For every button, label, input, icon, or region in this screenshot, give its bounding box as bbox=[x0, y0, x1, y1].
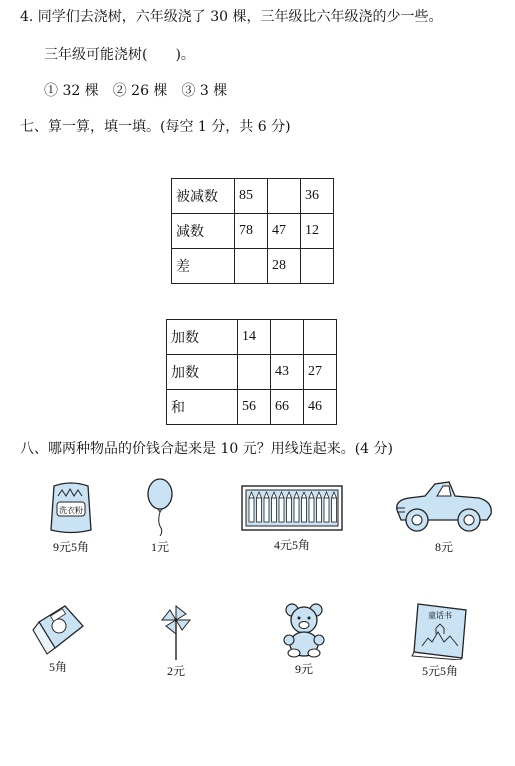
table-cell: 差 bbox=[172, 249, 235, 284]
table-row bbox=[172, 249, 334, 284]
table-cell: 12 bbox=[301, 214, 334, 249]
subtraction-table bbox=[171, 178, 334, 284]
svg-text:童话书: 童话书 bbox=[428, 611, 452, 620]
table-cell: 85 bbox=[235, 179, 268, 214]
table-cell: 43 bbox=[271, 355, 304, 390]
table-cell[interactable] bbox=[301, 249, 334, 284]
item-sharpener[interactable] bbox=[26, 602, 90, 675]
table-cell: 27 bbox=[304, 355, 337, 390]
toy-car-icon bbox=[391, 478, 497, 536]
price-label: 5角 bbox=[48, 660, 67, 674]
storybook-icon bbox=[410, 602, 470, 660]
item-toy-car[interactable] bbox=[388, 478, 500, 555]
price-label: 2元 bbox=[166, 664, 185, 678]
item-pinwheel[interactable] bbox=[150, 604, 202, 679]
section8-title: 八、哪两种物品的价钱合起来是 10 元？用线连起来。(4 分) bbox=[20, 441, 393, 457]
table-cell: 14 bbox=[238, 320, 271, 355]
addition-table bbox=[166, 319, 337, 425]
pinwheel-icon bbox=[159, 604, 193, 660]
table-row bbox=[172, 214, 334, 249]
table-cell: 47 bbox=[268, 214, 301, 249]
table-cell: 36 bbox=[301, 179, 334, 214]
table-cell[interactable] bbox=[271, 320, 304, 355]
detergent-bag-icon bbox=[48, 478, 94, 536]
table-cell[interactable] bbox=[304, 320, 337, 355]
section7-title: 七、算一算，填一填。(每空 1 分，共 6 分) bbox=[20, 119, 291, 135]
price-label: 1元 bbox=[150, 540, 169, 554]
q4-options: ① 32 棵 ② 26 棵 ③ 3 棵 bbox=[44, 83, 228, 99]
table-row bbox=[167, 355, 337, 390]
table-cell: 56 bbox=[238, 390, 271, 425]
table-row bbox=[167, 320, 337, 355]
table-cell: 和 bbox=[167, 390, 238, 425]
price-label: 8元 bbox=[434, 540, 453, 554]
table-cell: 46 bbox=[304, 390, 337, 425]
q4-line2: 三年级可能浇树( )。 bbox=[44, 47, 195, 63]
item-detergent[interactable] bbox=[36, 478, 106, 555]
table-row bbox=[167, 390, 337, 425]
svg-text:洗衣粉: 洗衣粉 bbox=[59, 506, 83, 515]
table-cell[interactable] bbox=[268, 179, 301, 214]
price-label: 4元5角 bbox=[273, 538, 310, 552]
table-cell: 减数 bbox=[172, 214, 235, 249]
table-cell: 78 bbox=[235, 214, 268, 249]
teddy-bear-icon bbox=[280, 602, 328, 658]
item-balloon[interactable] bbox=[130, 478, 190, 555]
table-cell[interactable] bbox=[235, 249, 268, 284]
q4-line1: 4. 同学们去浇树，六年级浇了 30 棵，三年级比六年级浇的少一些。 bbox=[20, 9, 443, 25]
table-cell: 66 bbox=[271, 390, 304, 425]
balloon-icon bbox=[145, 478, 175, 536]
table-cell: 加数 bbox=[167, 320, 238, 355]
item-storybook[interactable] bbox=[402, 602, 478, 679]
item-crayons[interactable] bbox=[240, 482, 344, 553]
price-label: 9元 bbox=[294, 662, 313, 676]
price-label: 9元5角 bbox=[52, 540, 89, 554]
pencil-sharpener-icon bbox=[29, 602, 87, 656]
price-label: 5元5角 bbox=[421, 664, 458, 678]
item-teddy-bear[interactable] bbox=[276, 602, 332, 677]
table-cell: 被减数 bbox=[172, 179, 235, 214]
crayon-box-icon bbox=[240, 482, 344, 534]
table-row bbox=[172, 179, 334, 214]
table-cell[interactable] bbox=[238, 355, 271, 390]
table-cell: 加数 bbox=[167, 355, 238, 390]
table-cell: 28 bbox=[268, 249, 301, 284]
